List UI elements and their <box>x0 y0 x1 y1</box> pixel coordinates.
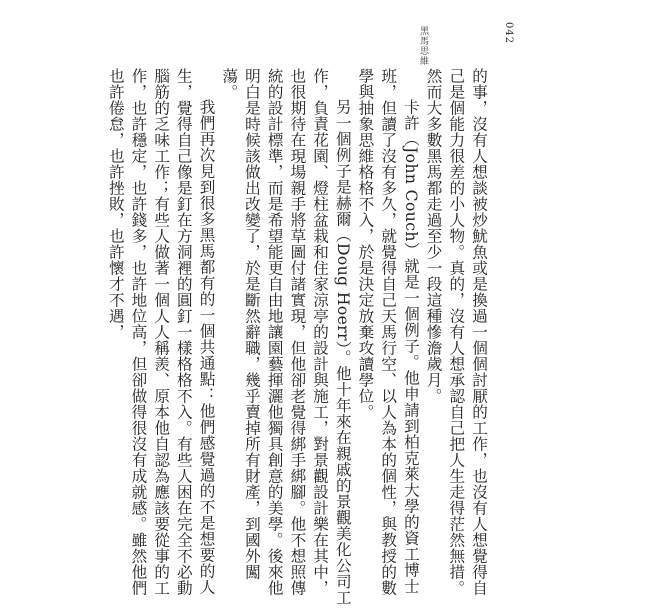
page-number: 042 <box>503 22 514 45</box>
paragraph-3: 另一個例子是赫爾（Doug Hoerr）。他十年來在親戚的景觀美化公司工作，負責花園、燈柱盆栽和住家涼亭的設計與施工，對景觀設計樂在其中，也很期待在現場親手將草圖付諸實現，但他卻老覺得綁手綁腳。他不想照傳統的設計標準，而是希望能更自由地讓園藝揮灑他獨具創意的美學。後來他明白是時候該做出改變了，於是斷然辭職，幾乎賣掉所有財產，到國外闖蕩。 <box>220 68 352 606</box>
paragraph-2: 卡許（John Couch）就是一個例子。他申請到柏克萊大學的資工博士班，但讀了沒有多久，就覺得自己天馬行空、以人為本的個性，與教授的數學與抽象思維格格不入，於是決定放棄攻讀學位。 <box>356 68 420 596</box>
running-header: 黑馬思維 <box>418 26 428 66</box>
body-text <box>106 68 490 608</box>
paragraph-1: 的事，沒有人想談被炒魷魚或是換過一個個討厭的工作，也沒有人想覺得自己是個能力很差的小人物。真的，沒有人想承認自己把人生走得茫然無措。然而大多數黑馬都走過至少一段這種慘澹歲月。 <box>424 68 488 596</box>
paragraph-4: 我們再次見到很多黑馬都有的一個共通點：他們感覺過的不是想要的人生，覺得自己像是釘在方洞裡的圓釘一樣格格不入。有些人困在完全不必動腦筋的乏味工作；有些人做著一個人人稱羨、原本他自認為應該要從事的工作，也許穩定，也許錢多，也許地位高，但卻做得很沒有成就感。雖然他們也許倦怠，也許挫敗，也許懷才不遇， <box>106 68 216 596</box>
